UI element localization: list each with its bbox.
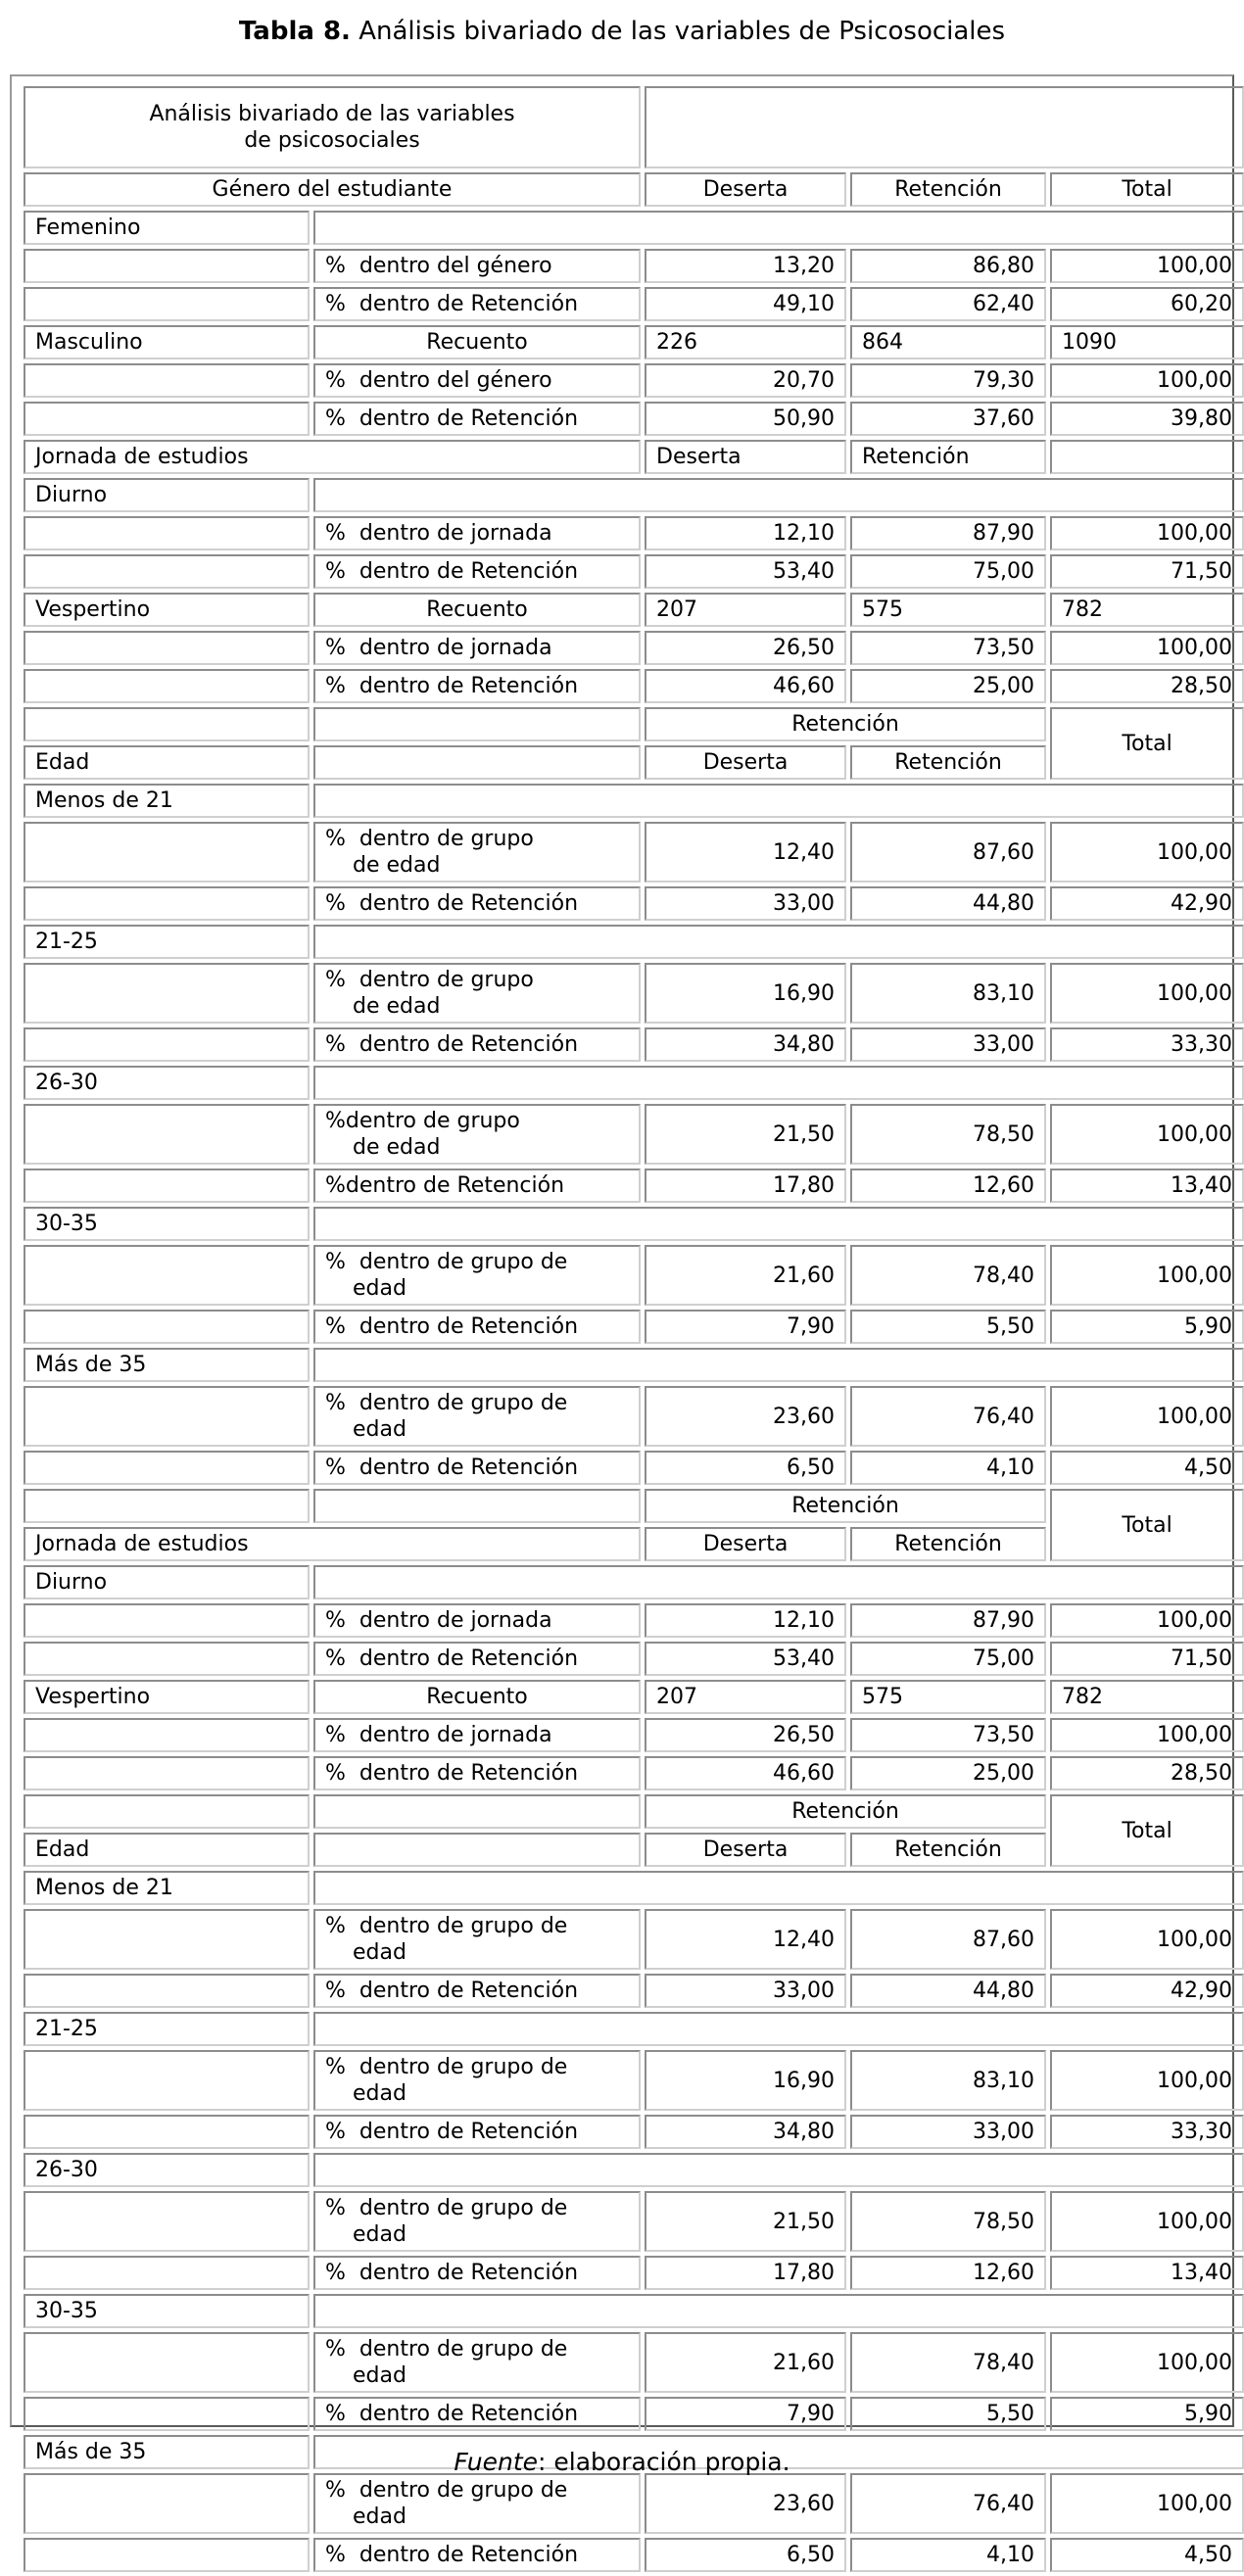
measure-label: % dentro de Retención <box>313 1974 641 2008</box>
row-label <box>24 2473 310 2534</box>
group-label: Femenino <box>24 211 310 245</box>
table-row <box>24 1603 1244 1638</box>
value-retencion: 87,60 <box>850 1909 1046 1970</box>
table-row <box>24 1756 1244 1790</box>
measure-label: % dentro de Retención <box>313 1451 641 1485</box>
column-header: Género del estudiante <box>24 172 641 207</box>
value-deserta: 46,60 <box>645 1756 846 1790</box>
table-row <box>24 1027 1244 1062</box>
table-row <box>24 249 1244 283</box>
value-deserta: 26,50 <box>645 631 846 665</box>
value-deserta: 12,40 <box>645 1909 846 1970</box>
measure-label: % dentro de Retención <box>313 1310 641 1344</box>
empty-cell <box>313 1489 641 1523</box>
measure-label: % dentro de Retención <box>313 287 641 321</box>
value-total: 100,00 <box>1050 1718 1244 1752</box>
table-row <box>24 440 1244 474</box>
value-retencion: 78,40 <box>850 1245 1046 1306</box>
value-deserta: 46,60 <box>645 669 846 703</box>
column-header: Retención <box>850 1527 1046 1561</box>
value-total: 100,00 <box>1050 2050 1244 2111</box>
value-retencion: 33,00 <box>850 1027 1046 1062</box>
group-label: 26-30 <box>24 2153 310 2187</box>
column-header: Retención <box>850 745 1046 780</box>
table-caption <box>0 12 1244 51</box>
table-row <box>24 478 1244 512</box>
empty-cell <box>313 478 1244 512</box>
column-header: Deserta <box>645 1527 846 1561</box>
table-title: Análisis bivariado de las variables de psicosociales <box>24 86 641 168</box>
empty-cell <box>313 2153 1244 2187</box>
value-total: 28,50 <box>1050 669 1244 703</box>
measure-label: % dentro de Retención <box>313 554 641 589</box>
row-label <box>24 669 310 703</box>
table-row <box>24 1489 1244 1523</box>
table-row <box>24 211 1244 245</box>
value-total: 100,00 <box>1050 249 1244 283</box>
value-total: 100,00 <box>1050 1245 1244 1306</box>
table-row <box>24 516 1244 550</box>
value-deserta: 53,40 <box>645 554 846 589</box>
table-row <box>24 1871 1244 1905</box>
value-retencion: 76,40 <box>850 2473 1046 2534</box>
retencion-header: Retención <box>645 1489 1046 1523</box>
row-label <box>24 1756 310 1790</box>
measure-label: % dentro de jornada <box>313 1718 641 1752</box>
row-label <box>24 2256 310 2290</box>
value-deserta: 21,50 <box>645 1104 846 1165</box>
value-deserta: 12,10 <box>645 516 846 550</box>
value-deserta: 207 <box>645 593 846 627</box>
empty-cell <box>313 1833 641 1867</box>
empty-cell <box>313 1207 1244 1241</box>
table-row <box>24 1909 1244 1970</box>
measure-label: % dentro del género <box>313 363 641 398</box>
table-row <box>24 2332 1244 2393</box>
value-retencion: 44,80 <box>850 1974 1046 2008</box>
empty-cell <box>313 2012 1244 2046</box>
table-row <box>24 784 1244 818</box>
empty-cell <box>313 1871 1244 1905</box>
row-label <box>24 1642 310 1676</box>
value-total: 28,50 <box>1050 1756 1244 1790</box>
measure-label: % dentro de grupo de edad <box>313 2332 641 2393</box>
value-total: 100,00 <box>1050 1603 1244 1638</box>
measure-label: % dentro de jornada <box>313 516 641 550</box>
measure-label: Recuento <box>313 1680 641 1714</box>
table-row <box>24 2256 1244 2290</box>
row-label: Vespertino <box>24 593 310 627</box>
measure-label: % dentro de grupo de edad <box>313 1245 641 1306</box>
row-label <box>24 1603 310 1638</box>
group-label: Menos de 21 <box>24 784 310 818</box>
table-row <box>24 925 1244 959</box>
value-total: 4,50 <box>1050 1451 1244 1485</box>
value-deserta: 226 <box>645 325 846 359</box>
title-empty-cell <box>645 86 1244 168</box>
value-retencion: 76,40 <box>850 1386 1046 1447</box>
value-total: 100,00 <box>1050 2473 1244 2534</box>
measure-label: % dentro de grupo de edad <box>313 1386 641 1447</box>
value-total: 5,90 <box>1050 2397 1244 2431</box>
value-deserta: 23,60 <box>645 2473 846 2534</box>
group-label: 21-25 <box>24 2012 310 2046</box>
value-total: 71,50 <box>1050 1642 1244 1676</box>
row-label <box>24 249 310 283</box>
row-label <box>24 1909 310 1970</box>
value-total: 71,50 <box>1050 554 1244 589</box>
value-deserta: 17,80 <box>645 1169 846 1203</box>
value-deserta: 34,80 <box>645 2115 846 2149</box>
table-row <box>24 1642 1244 1676</box>
value-total: 782 <box>1050 1680 1244 1714</box>
value-retencion: 75,00 <box>850 1642 1046 1676</box>
value-total: 42,90 <box>1050 1974 1244 2008</box>
row-label <box>24 886 310 921</box>
table-row <box>24 669 1244 703</box>
table-row <box>24 2473 1244 2534</box>
row-label <box>24 1245 310 1306</box>
table-row <box>24 2397 1244 2431</box>
value-retencion: 864 <box>850 325 1046 359</box>
measure-label: % dentro de Retención <box>313 1756 641 1790</box>
row-label <box>24 822 310 883</box>
bivariate-table <box>20 82 1244 2576</box>
empty-cell <box>313 707 641 741</box>
table-row <box>24 1680 1244 1714</box>
value-retencion: 87,90 <box>850 516 1046 550</box>
value-retencion: 5,50 <box>850 2397 1046 2431</box>
value-total: 13,40 <box>1050 1169 1244 1203</box>
measure-label: % dentro de Retención <box>313 2256 641 2290</box>
empty-cell <box>313 1794 641 1829</box>
section-header: Edad <box>24 1833 310 1867</box>
table-row <box>24 325 1244 359</box>
value-retencion: 73,50 <box>850 631 1046 665</box>
measure-label: Recuento <box>313 593 641 627</box>
row-label <box>24 2115 310 2149</box>
value-deserta: 16,90 <box>645 2050 846 2111</box>
value-deserta: 50,90 <box>645 402 846 436</box>
table-row <box>24 593 1244 627</box>
value-deserta: 49,10 <box>645 287 846 321</box>
value-deserta: 12,40 <box>645 822 846 883</box>
row-label <box>24 1718 310 1752</box>
table-row <box>24 2538 1244 2572</box>
table-row <box>24 363 1244 398</box>
value-retencion: 87,90 <box>850 1603 1046 1638</box>
section-header: Jornada de estudios <box>24 440 641 474</box>
table-row <box>24 1245 1244 1306</box>
retencion-header: Retención <box>645 707 1046 741</box>
measure-label: % dentro de grupo de edad <box>313 2473 641 2534</box>
value-retencion: 75,00 <box>850 554 1046 589</box>
table-row <box>24 554 1244 589</box>
total-header: Total <box>1050 1489 1244 1561</box>
table-row <box>24 963 1244 1024</box>
value-total: 100,00 <box>1050 1386 1244 1447</box>
measure-label: % dentro de grupo de edad <box>313 963 641 1024</box>
value-retencion: 12,60 <box>850 2256 1046 2290</box>
measure-label: % dentro de Retención <box>313 2115 641 2149</box>
retencion-header: Retención <box>645 1794 1046 1829</box>
measure-label: % dentro de jornada <box>313 1603 641 1638</box>
group-label: 30-35 <box>24 2294 310 2328</box>
empty-cell <box>313 1066 1244 1100</box>
measure-label: % dentro de Retención <box>313 669 641 703</box>
empty-cell <box>313 1565 1244 1599</box>
value-retencion: 78,50 <box>850 1104 1046 1165</box>
table-row <box>24 2294 1244 2328</box>
measure-label: %dentro de Retención <box>313 1169 641 1203</box>
empty-cell <box>313 2294 1244 2328</box>
row-label: Masculino <box>24 325 310 359</box>
table-row <box>24 2012 1244 2046</box>
row-label <box>24 1451 310 1485</box>
table-row <box>24 1794 1244 1829</box>
empty-cell <box>313 1348 1244 1382</box>
column-header: Retención <box>850 440 1046 474</box>
row-label <box>24 1974 310 2008</box>
value-total: 100,00 <box>1050 631 1244 665</box>
value-deserta: 26,50 <box>645 1718 846 1752</box>
value-deserta: 6,50 <box>645 2538 846 2572</box>
table-row <box>24 1066 1244 1100</box>
title-row <box>24 86 1244 168</box>
value-retencion: 37,60 <box>850 402 1046 436</box>
value-deserta: 20,70 <box>645 363 846 398</box>
value-retencion: 25,00 <box>850 1756 1046 1790</box>
column-header: Deserta <box>645 745 846 780</box>
empty-cell <box>313 211 1244 245</box>
value-total: 782 <box>1050 593 1244 627</box>
value-deserta: 207 <box>645 1680 846 1714</box>
value-deserta: 17,80 <box>645 2256 846 2290</box>
empty-cell <box>313 745 641 780</box>
value-total: 60,20 <box>1050 287 1244 321</box>
value-deserta: 7,90 <box>645 1310 846 1344</box>
empty-cell <box>24 707 310 741</box>
row-label <box>24 2191 310 2252</box>
value-deserta: 23,60 <box>645 1386 846 1447</box>
value-deserta: 13,20 <box>645 249 846 283</box>
table-row <box>24 2153 1244 2187</box>
table-row <box>24 1104 1244 1165</box>
row-label <box>24 2332 310 2393</box>
row-label <box>24 1104 310 1165</box>
measure-label: % dentro de grupo de edad <box>313 2191 641 2252</box>
value-retencion: 25,00 <box>850 669 1046 703</box>
value-total: 4,50 <box>1050 2538 1244 2572</box>
row-label <box>24 1386 310 1447</box>
row-label <box>24 1310 310 1344</box>
measure-label: % dentro de Retención <box>313 1642 641 1676</box>
value-total: 33,30 <box>1050 1027 1244 1062</box>
table-row <box>24 1974 1244 2008</box>
measure-label: % dentro de grupo de edad <box>313 822 641 883</box>
value-retencion: 4,10 <box>850 2538 1046 2572</box>
total-header: Total <box>1050 707 1244 780</box>
empty-cell <box>313 925 1244 959</box>
value-deserta: 33,00 <box>645 1974 846 2008</box>
section-header: Edad <box>24 745 310 780</box>
column-header: Total <box>1050 172 1244 207</box>
table-row <box>24 2115 1244 2149</box>
row-label <box>24 402 310 436</box>
value-total: 1090 <box>1050 325 1244 359</box>
column-header: Deserta <box>645 1833 846 1867</box>
value-retencion: 5,50 <box>850 1310 1046 1344</box>
row-label <box>24 1169 310 1203</box>
value-retencion: 78,40 <box>850 2332 1046 2393</box>
group-label: Diurno <box>24 1565 310 1599</box>
group-label: 30-35 <box>24 1207 310 1241</box>
table-row <box>24 1207 1244 1241</box>
measure-label: Recuento <box>313 325 641 359</box>
group-label: 26-30 <box>24 1066 310 1100</box>
value-retencion: 33,00 <box>850 2115 1046 2149</box>
group-label: Más de 35 <box>24 2435 310 2469</box>
value-total: 42,90 <box>1050 886 1244 921</box>
value-retencion: 78,50 <box>850 2191 1046 2252</box>
value-retencion: 83,10 <box>850 963 1046 1024</box>
value-retencion: 4,10 <box>850 1451 1046 1485</box>
row-label <box>24 2050 310 2111</box>
table-row <box>24 2191 1244 2252</box>
row-label <box>24 287 310 321</box>
value-retencion: 12,60 <box>850 1169 1046 1203</box>
value-retencion: 575 <box>850 1680 1046 1714</box>
value-total: 33,30 <box>1050 2115 1244 2149</box>
value-total: 39,80 <box>1050 402 1244 436</box>
value-total: 100,00 <box>1050 1104 1244 1165</box>
column-header: Deserta <box>645 172 846 207</box>
empty-cell <box>24 1794 310 1829</box>
row-label <box>24 1027 310 1062</box>
measure-label: %dentro de grupo de edad <box>313 1104 641 1165</box>
value-total: 100,00 <box>1050 516 1244 550</box>
measure-label: % dentro de Retención <box>313 2538 641 2572</box>
measure-label: % dentro de grupo de edad <box>313 1909 641 1970</box>
source-label: Fuente <box>454 2448 539 2476</box>
value-deserta: 21,60 <box>645 1245 846 1306</box>
measure-label: % dentro de jornada <box>313 631 641 665</box>
value-total: 100,00 <box>1050 1909 1244 1970</box>
value-retencion: 62,40 <box>850 287 1046 321</box>
total-header: Total <box>1050 1794 1244 1867</box>
value-retencion: 83,10 <box>850 2050 1046 2111</box>
value-deserta: 33,00 <box>645 886 846 921</box>
column-header: Deserta <box>645 440 846 474</box>
value-total: 100,00 <box>1050 363 1244 398</box>
value-retencion: 575 <box>850 593 1046 627</box>
empty-cell <box>1050 440 1244 474</box>
group-label: 21-25 <box>24 925 310 959</box>
row-label <box>24 2397 310 2431</box>
value-deserta: 21,50 <box>645 2191 846 2252</box>
table-row <box>24 1348 1244 1382</box>
value-total: 100,00 <box>1050 2191 1244 2252</box>
measure-label: % dentro de Retención <box>313 886 641 921</box>
table-row <box>24 886 1244 921</box>
table-row <box>24 287 1244 321</box>
value-deserta: 16,90 <box>645 963 846 1024</box>
value-deserta: 21,60 <box>645 2332 846 2393</box>
value-total: 5,90 <box>1050 1310 1244 1344</box>
table-row <box>24 631 1244 665</box>
empty-cell <box>24 1489 310 1523</box>
measure-label: % dentro del género <box>313 249 641 283</box>
value-total: 100,00 <box>1050 963 1244 1024</box>
table-row <box>24 1310 1244 1344</box>
row-label: Vespertino <box>24 1680 310 1714</box>
row-label <box>24 554 310 589</box>
row-label <box>24 631 310 665</box>
table-row <box>24 2050 1244 2111</box>
value-total: 13,40 <box>1050 2256 1244 2290</box>
group-label: Menos de 21 <box>24 1871 310 1905</box>
table-row <box>24 1718 1244 1752</box>
table-row <box>24 1169 1244 1203</box>
caption-text: Análisis bivariado de las variables de Psicosociales <box>350 17 1006 46</box>
table-row <box>24 1565 1244 1599</box>
column-header: Retención <box>850 1833 1046 1867</box>
value-deserta: 34,80 <box>645 1027 846 1062</box>
empty-cell <box>313 784 1244 818</box>
table-row <box>24 1386 1244 1447</box>
value-retencion: 73,50 <box>850 1718 1046 1752</box>
table-row <box>24 402 1244 436</box>
group-label: Diurno <box>24 478 310 512</box>
value-deserta: 7,90 <box>645 2397 846 2431</box>
value-total: 100,00 <box>1050 822 1244 883</box>
value-deserta: 12,10 <box>645 1603 846 1638</box>
value-total: 100,00 <box>1050 2332 1244 2393</box>
table-row <box>24 172 1244 207</box>
measure-label: % dentro de Retención <box>313 1027 641 1062</box>
table-row <box>24 707 1244 741</box>
row-label <box>24 2538 310 2572</box>
column-header: Retención <box>850 172 1046 207</box>
value-retencion: 79,30 <box>850 363 1046 398</box>
group-label: Más de 35 <box>24 1348 310 1382</box>
value-retencion: 44,80 <box>850 886 1046 921</box>
table-row <box>24 1451 1244 1485</box>
value-retencion: 86,80 <box>850 249 1046 283</box>
table-row <box>24 822 1244 883</box>
measure-label: % dentro de Retención <box>313 2397 641 2431</box>
measure-label: % dentro de grupo de edad <box>313 2050 641 2111</box>
row-label <box>24 963 310 1024</box>
measure-label: % dentro de Retención <box>313 402 641 436</box>
row-label <box>24 516 310 550</box>
source-text: : elaboración propia. <box>538 2448 790 2476</box>
table-source <box>0 2445 1244 2480</box>
caption-label: Tabla 8. <box>238 17 351 46</box>
value-deserta: 6,50 <box>645 1451 846 1485</box>
value-retencion: 87,60 <box>850 822 1046 883</box>
value-deserta: 53,40 <box>645 1642 846 1676</box>
row-label <box>24 363 310 398</box>
section-header: Jornada de estudios <box>24 1527 641 1561</box>
